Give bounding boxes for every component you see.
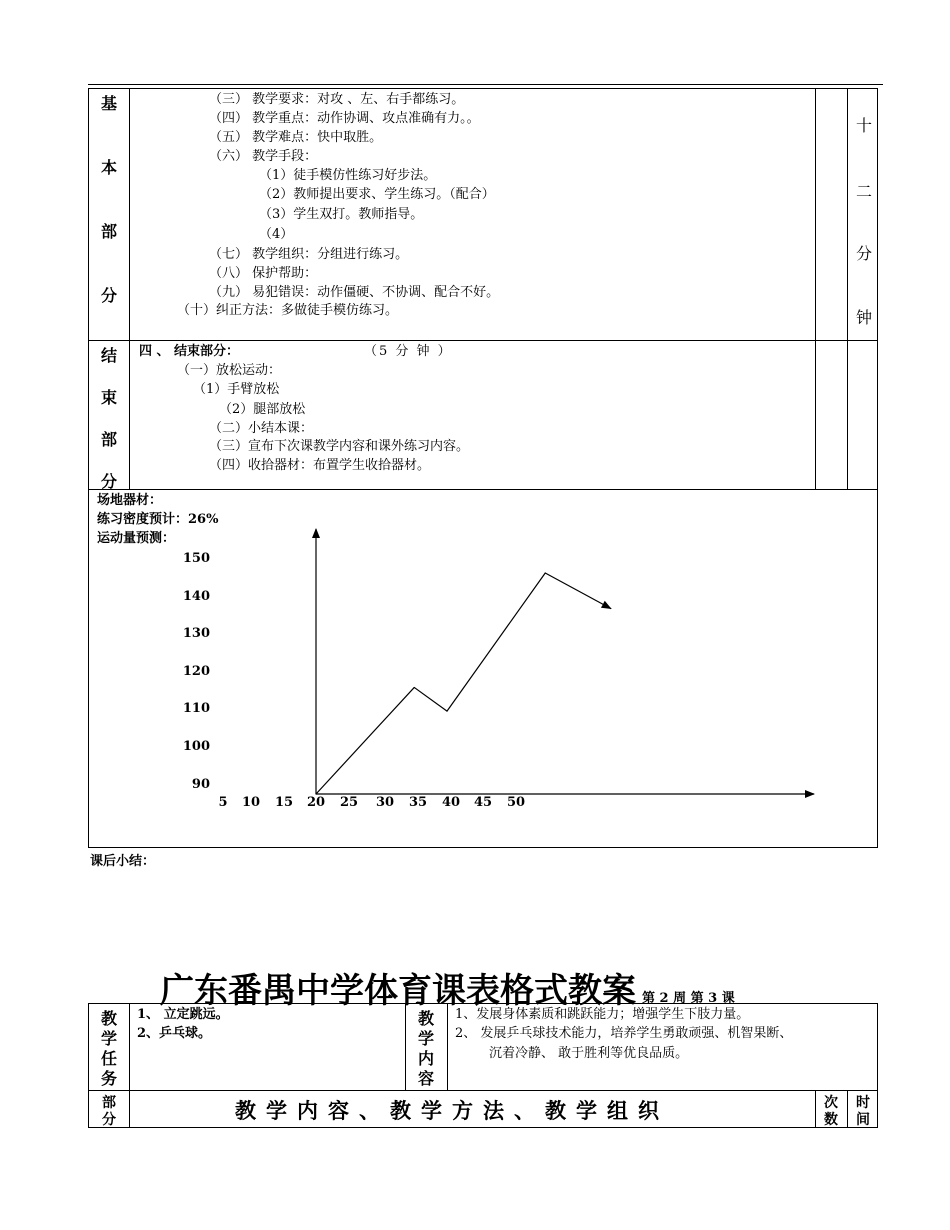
header-char: 数 <box>824 1112 838 1128</box>
content-line: （2）腿部放松 <box>219 402 306 417</box>
load-line-segment <box>414 687 447 711</box>
x-tick-label: 5 <box>218 795 228 810</box>
x-tick-label: 20 <box>306 795 326 810</box>
time-char: 分 <box>855 244 872 263</box>
content-line: （1）手臂放松 <box>193 382 280 397</box>
load-label: 运动量预测： <box>97 531 176 546</box>
content-item: 沉着冷静、 敢于胜利等优良品质。 <box>489 1046 689 1061</box>
load-point <box>315 793 316 794</box>
title-week-lesson: 第 2 周 第 3 课 <box>642 991 735 1006</box>
label-char: 学 <box>100 1029 117 1048</box>
header-char: 部 <box>102 1095 116 1111</box>
side-char: 部 <box>100 222 117 241</box>
load-line-segment <box>447 573 545 711</box>
y-tick-label: 110 <box>182 701 210 716</box>
x-tick-label: 30 <box>375 795 395 810</box>
content-line: （三）宣布下次课教学内容和课外练习内容。 <box>209 439 470 454</box>
content-line: （六） 教学手段： <box>209 149 318 164</box>
label-char: 教 <box>417 1009 434 1028</box>
side-char: 基 <box>100 94 117 113</box>
side-char: 部 <box>100 430 117 449</box>
header-char: 间 <box>856 1112 870 1128</box>
content-line: （4） <box>259 227 294 242</box>
load-point <box>446 711 447 712</box>
y-tick-label: 90 <box>191 777 210 792</box>
x-tick-label: 40 <box>441 795 461 810</box>
content-line: （一）放松运动： <box>177 363 282 378</box>
content-line: （3）学生双打。教师指导。 <box>259 207 424 222</box>
side-char: 分 <box>100 286 117 305</box>
content-line: （八） 保护帮助： <box>209 266 318 281</box>
header-char: 分 <box>102 1112 116 1128</box>
side-char: 结 <box>100 346 117 365</box>
side-char: 分 <box>100 472 117 491</box>
x-tick-label: 25 <box>339 795 359 810</box>
content-line: （七） 教学组织：分组进行练习。 <box>209 247 409 262</box>
content-line: （三） 教学要求：对攻 、左、右手都练习。 <box>209 92 465 107</box>
content-line: （九） 易犯错误：动作僵硬、不协调、配合不好。 <box>209 285 500 300</box>
end-section-duration: （5 分 钟 ） <box>364 344 453 359</box>
end-section-heading: 四 、 结束部分： <box>139 344 240 359</box>
x-tick-label: 15 <box>274 795 294 810</box>
load-line-segment <box>316 687 414 794</box>
label-char: 教 <box>100 1009 117 1028</box>
after-class-summary-label: 课后小结： <box>90 854 156 869</box>
time-char: 钟 <box>855 308 872 327</box>
row-divider <box>89 1090 877 1091</box>
content-line: （二）小结本课： <box>209 421 314 436</box>
column-divider <box>405 1004 406 1090</box>
task-item: 2、乒乓球。 <box>137 1026 212 1041</box>
x-tick-label: 50 <box>506 795 526 810</box>
header-char: 时 <box>856 1095 870 1111</box>
x-tick-label: 45 <box>473 795 493 810</box>
time-char: 十 <box>855 116 872 135</box>
load-point <box>610 608 611 609</box>
content-item: 1、发展身体素质和跳跃能力；增强学生下肢力量。 <box>455 1007 750 1022</box>
header-content: 教学内容、教学方法、教学组织 <box>235 1098 669 1123</box>
label-char: 务 <box>100 1069 117 1088</box>
y-tick-label: 100 <box>182 739 210 754</box>
content-line: （四） 教学重点：动作协调、攻点准确有力。。 <box>209 111 480 126</box>
label-char: 学 <box>417 1029 434 1048</box>
y-tick-label: 140 <box>182 589 210 604</box>
equipment-label: 场地器材： <box>97 493 163 508</box>
content-line: （十）纠正方法：多做徒手模仿练习。 <box>177 303 399 318</box>
column-divider <box>447 1004 448 1090</box>
task-table <box>88 1003 878 1128</box>
content-item: 2、 发展乒乓球技术能力，培养学生勇敢顽强、机智果断、 <box>455 1026 793 1041</box>
label-char: 容 <box>417 1069 434 1088</box>
x-tick-label: 35 <box>408 795 428 810</box>
content-line: （1）徒手模仿性练习好步法。 <box>259 168 437 183</box>
title-main: 广东番禺中学体育课表格式教案 <box>160 971 636 1011</box>
time-char: 二 <box>855 182 872 201</box>
side-char: 束 <box>100 388 117 407</box>
y-tick-label: 150 <box>182 551 210 566</box>
side-char: 本 <box>100 158 117 177</box>
density-label: 练习密度预计：26% <box>97 512 219 527</box>
task-item: 1、 立定跳远。 <box>137 1007 229 1022</box>
content-line: （五） 教学难点：快中取胜。 <box>209 130 383 145</box>
label-char: 任 <box>100 1049 117 1068</box>
label-char: 内 <box>417 1049 434 1068</box>
x-tick-label: 10 <box>241 795 261 810</box>
header-char: 次 <box>824 1095 838 1111</box>
content-line: （四）收拾器材：布置学生收拾器材。 <box>209 458 431 473</box>
y-tick-label: 120 <box>182 664 210 679</box>
load-point <box>414 687 415 688</box>
content-line: （2）教师提出要求、学生练习。（配合） <box>259 187 495 202</box>
load-point <box>545 572 546 573</box>
load-line-segment <box>545 573 611 609</box>
y-tick-label: 130 <box>182 626 210 641</box>
column-divider <box>129 1004 130 1127</box>
